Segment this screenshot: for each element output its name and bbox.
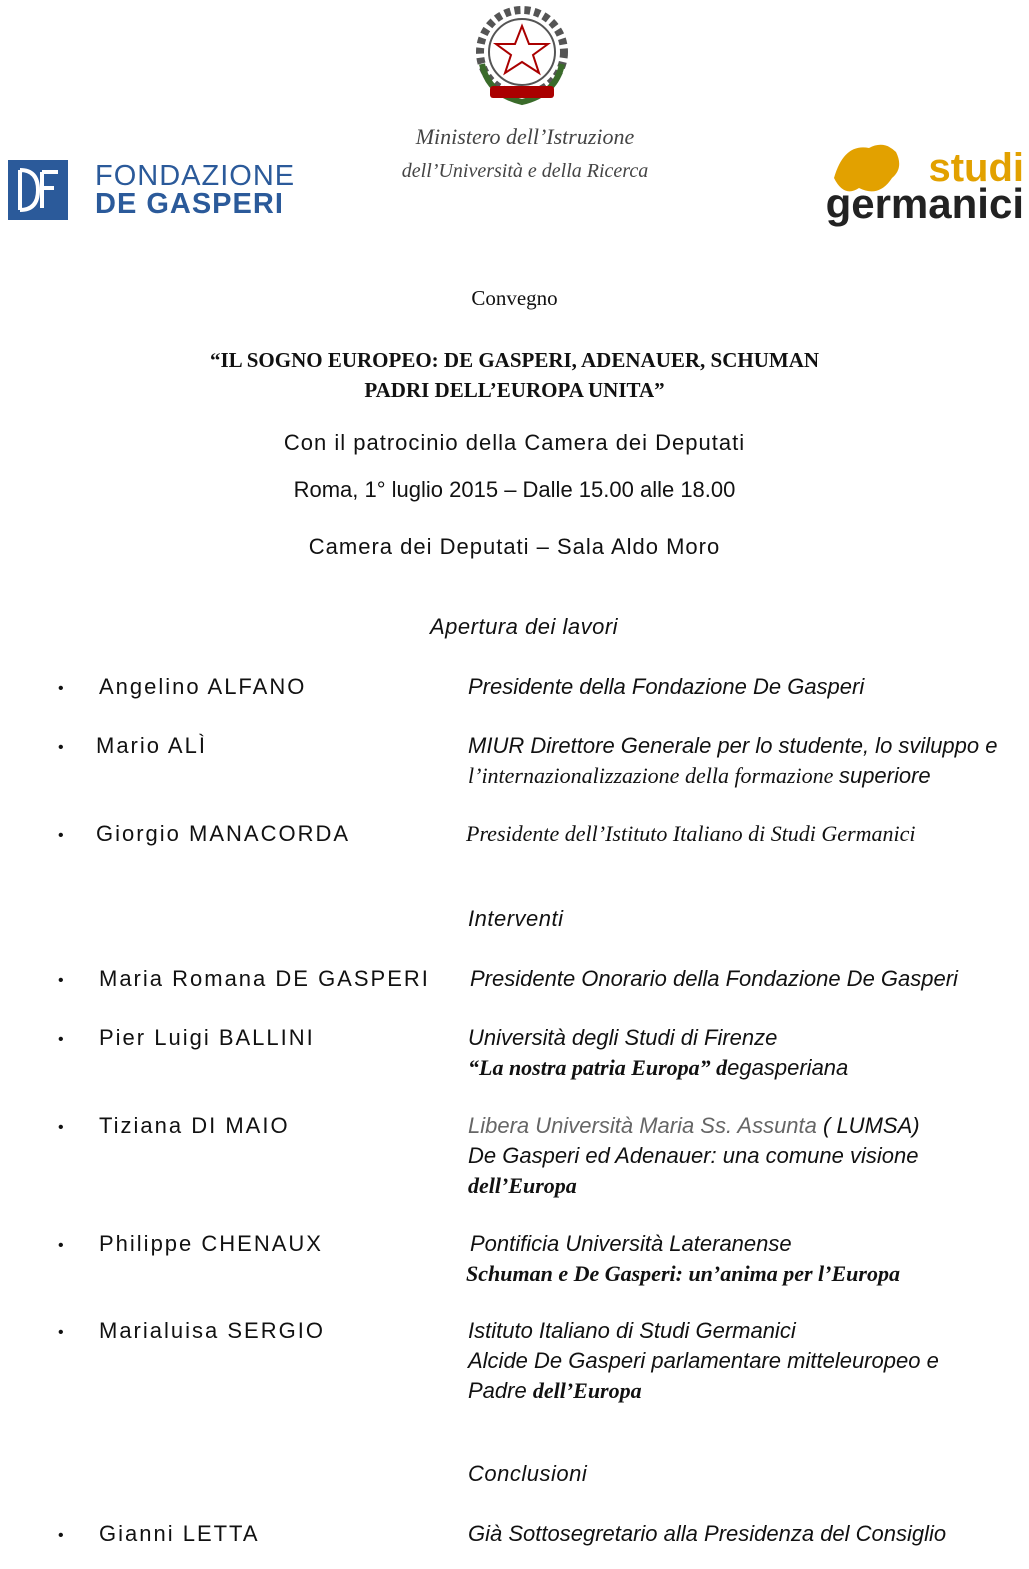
section-conclusioni: Conclusioni: [468, 1461, 588, 1486]
fdg-line2: DE GASPERI: [95, 188, 284, 220]
role-line-part: Libera Università Maria Ss. Assunta: [468, 1113, 817, 1138]
patronage-text: Con il patrocinio della Camera dei Deputati: [283, 430, 746, 455]
speaker-name: Tiziana DI MAIO: [99, 1113, 290, 1138]
speaker-name: Giorgio MANACORDA: [96, 821, 351, 846]
italian-republic-emblem: [468, 2, 576, 110]
role-line: [468, 1376, 939, 1406]
speaker-role: [466, 1229, 900, 1289]
role-line: Presidente dell’Istituto Italiano di Studi Germanici: [466, 821, 916, 846]
speaker-role: [468, 672, 864, 702]
speaker-role: [466, 819, 916, 849]
role-line-part: Padre: [468, 1378, 533, 1403]
event-title-line1: “IL SOGNO EUROPEO: DE GASPERI, ADENAUER, SCHUMAN: [209, 348, 820, 372]
speaker-role: [468, 1519, 946, 1549]
event-location: Camera dei Deputati – Sala Aldo Moro: [308, 534, 721, 559]
role-line: [468, 1111, 920, 1141]
bullet: •: [58, 1119, 64, 1136]
role-line: Presidente della Fondazione De Gasperi: [468, 674, 865, 699]
speaker-name: Mario ALÌ: [96, 733, 207, 758]
role-line-part: l’internazionalizzazione della formazione: [468, 763, 839, 788]
role-line: [468, 761, 997, 791]
bullet: •: [58, 1237, 64, 1254]
section-interventi: Interventi: [468, 906, 564, 931]
speaker-role: [470, 964, 958, 994]
role-line-part: ( LUMSA): [816, 1113, 920, 1138]
bullet: •: [58, 1031, 64, 1048]
speaker-role: [468, 1111, 920, 1201]
fondazione-de-gasperi-mark: [8, 160, 68, 220]
speaker-name: Pier Luigi BALLINI: [99, 1025, 315, 1050]
event-type: Convegno: [471, 286, 558, 310]
speaker-name: Maria Romana DE GASPERI: [99, 966, 430, 991]
speaker-name: Philippe CHENAUX: [99, 1231, 323, 1256]
miur-logo-text: [380, 120, 670, 188]
miur-line1: Ministero dell’Istruzione: [415, 124, 635, 149]
role-line: De Gasperi ed Adenauer: una comune visione: [468, 1143, 919, 1168]
fdg-line1: FONDAZIONE: [95, 160, 296, 192]
role-line-part: superiore: [838, 763, 931, 788]
role-line: Presidente Onorario della Fondazione De Gasperi: [470, 966, 958, 991]
role-line: dell’Europa: [468, 1173, 577, 1198]
bullet: •: [58, 739, 64, 756]
bullet: •: [58, 1527, 64, 1544]
role-line: Università degli Studi di Firenze: [468, 1025, 778, 1050]
role-line: Pontificia Università Lateranense: [470, 1231, 792, 1256]
role-line: [468, 1053, 848, 1083]
speaker-name: Gianni LETTA: [99, 1521, 260, 1546]
speaker-role: [468, 1023, 848, 1083]
bullet: •: [58, 1324, 64, 1341]
role-line: Alcide De Gasperi parlamentare mitteleuropeo e: [468, 1348, 939, 1373]
event-title-line2: PADRI DELL’EUROPA UNITA”: [364, 378, 665, 402]
section-apertura: Apertura dei lavori: [430, 614, 619, 639]
bullet: •: [58, 680, 64, 697]
role-line-part: “La nostra patria Europa” d: [468, 1055, 728, 1080]
speaker-role: [468, 731, 997, 791]
event-title: [0, 345, 1029, 405]
role-line: Già Sottosegretario alla Presidenza del Consiglio: [468, 1521, 947, 1546]
bullet: •: [58, 972, 64, 989]
role-line: Istituto Italiano di Studi Germanici: [468, 1318, 796, 1343]
speaker-role: [468, 1316, 939, 1406]
fondazione-de-gasperi-logo-text: [95, 162, 295, 218]
sg-line2: germanici: [825, 180, 1024, 227]
sg-line1: studi: [928, 146, 1024, 190]
speaker-name: Angelino ALFANO: [99, 674, 307, 699]
miur-line2: dell’Università e della Ricerca: [401, 160, 649, 182]
role-line-part: dell’Europa: [532, 1378, 642, 1403]
role-line: Schuman e De Gasperi: un’anima per l’Europa: [466, 1261, 900, 1286]
event-date-time: Roma, 1° luglio 2015 – Dalle 15.00 alle 18.00: [293, 477, 736, 502]
bullet: •: [58, 827, 64, 844]
role-line-part: egasperiana: [727, 1055, 849, 1080]
role-line: MIUR Direttore Generale per lo studente, lo sviluppo e: [468, 733, 998, 758]
studi-germanici-logo-text: [800, 146, 1024, 227]
speaker-name: Marialuisa SERGIO: [99, 1318, 325, 1343]
